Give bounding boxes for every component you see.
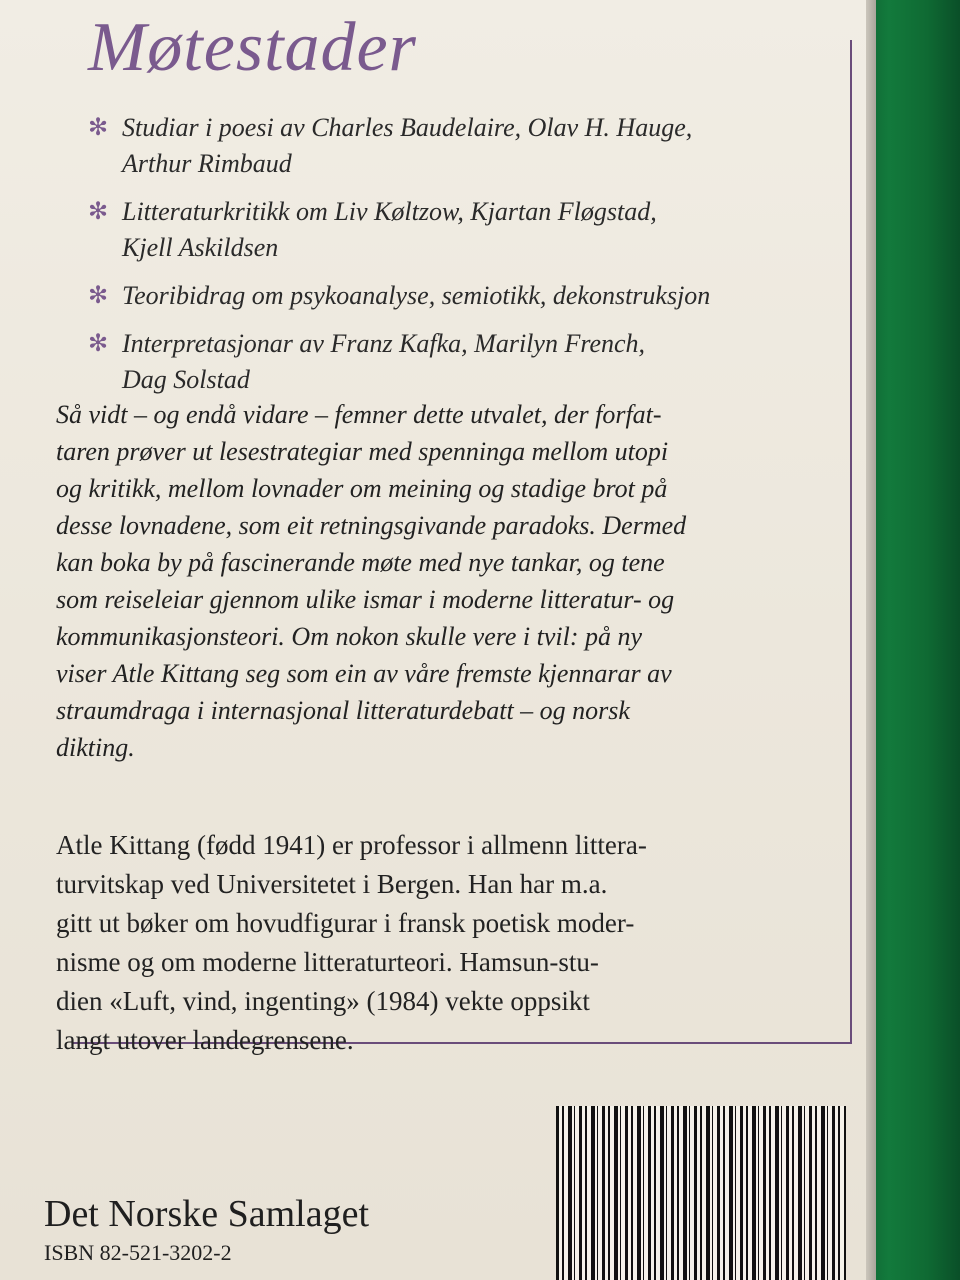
list-item-line: Studiar i poesi av Charles Baudelaire, Olav H. Hauge, [122, 113, 693, 142]
list-item [88, 110, 828, 182]
bio-line: gitt ut bøker om hovudfigurar i fransk poetisk moder- [56, 908, 635, 938]
list-item [88, 194, 828, 266]
contents-list [88, 110, 828, 410]
description-line: dikting. [56, 733, 135, 762]
bio-line: turvitskap ved Universitetet i Bergen. Han har m.a. [56, 869, 608, 899]
isbn-number: ISBN 82-521-3202-2 [44, 1240, 232, 1265]
description-line: kommunikasjonsteori. Om nokon skulle vere i tvil: på ny [56, 622, 643, 651]
description-line: som reiseleiar gjennom ulike ismar i moderne litteratur- og [56, 585, 675, 614]
description-line: taren prøver ut lesestrategiar med spenninga mellom utopi [56, 437, 669, 466]
list-item-line: Litteraturkritikk om Liv Køltzow, Kjartan Fløgstad, [122, 197, 657, 226]
book-title: Møtestader [88, 9, 417, 86]
description-line: og kritikk, mellom lovnader om meining og stadige brot på [56, 474, 668, 503]
description-line: viser Atle Kittang seg som ein av våre fremste kjennarar av [56, 659, 672, 688]
description-line: desse lovnadene, som eit retningsgivande paradoks. Dermed [56, 511, 687, 540]
description-line: kan boka by på fascinerande møte med nye tankar, og tene [56, 548, 665, 577]
bio-line: nisme og om moderne litteraturteori. Hamsun-stu- [56, 947, 599, 977]
list-item [88, 326, 828, 398]
list-item-line: Arthur Rimbaud [122, 149, 292, 178]
asterisk-flower-icon: ✻ [88, 283, 109, 309]
author-bio [56, 826, 836, 1060]
list-item-line: Interpretasjonar av Franz Kafka, Marilyn French, [122, 329, 646, 358]
list-item-line: Dag Solstad [122, 365, 250, 394]
asterisk-flower-icon: ✻ [88, 331, 109, 357]
bio-line: langt utover landegrensene. [56, 1025, 354, 1055]
description-line: straumdraga i internasjonal litteraturdebatt – og norsk [56, 696, 630, 725]
asterisk-flower-icon: ✻ [88, 115, 109, 141]
bio-line: dien «Luft, vind, ingenting» (1984) vekte oppsikt [56, 986, 590, 1016]
barcode [556, 1106, 846, 1280]
publisher-name: Det Norske Samlaget [44, 1193, 370, 1235]
bio-line: Atle Kittang (fødd 1941) er professor i allmenn littera- [56, 830, 647, 860]
asterisk-flower-icon: ✻ [88, 199, 109, 225]
list-item [88, 278, 828, 314]
book-description [56, 396, 836, 766]
list-item-line: Kjell Askildsen [122, 233, 279, 262]
list-item-line: Teoribidrag om psykoanalyse, semiotikk, dekonstruksjon [122, 281, 711, 310]
description-line: Så vidt – og endå vidare – femner dette utvalet, der forfat- [56, 400, 662, 429]
